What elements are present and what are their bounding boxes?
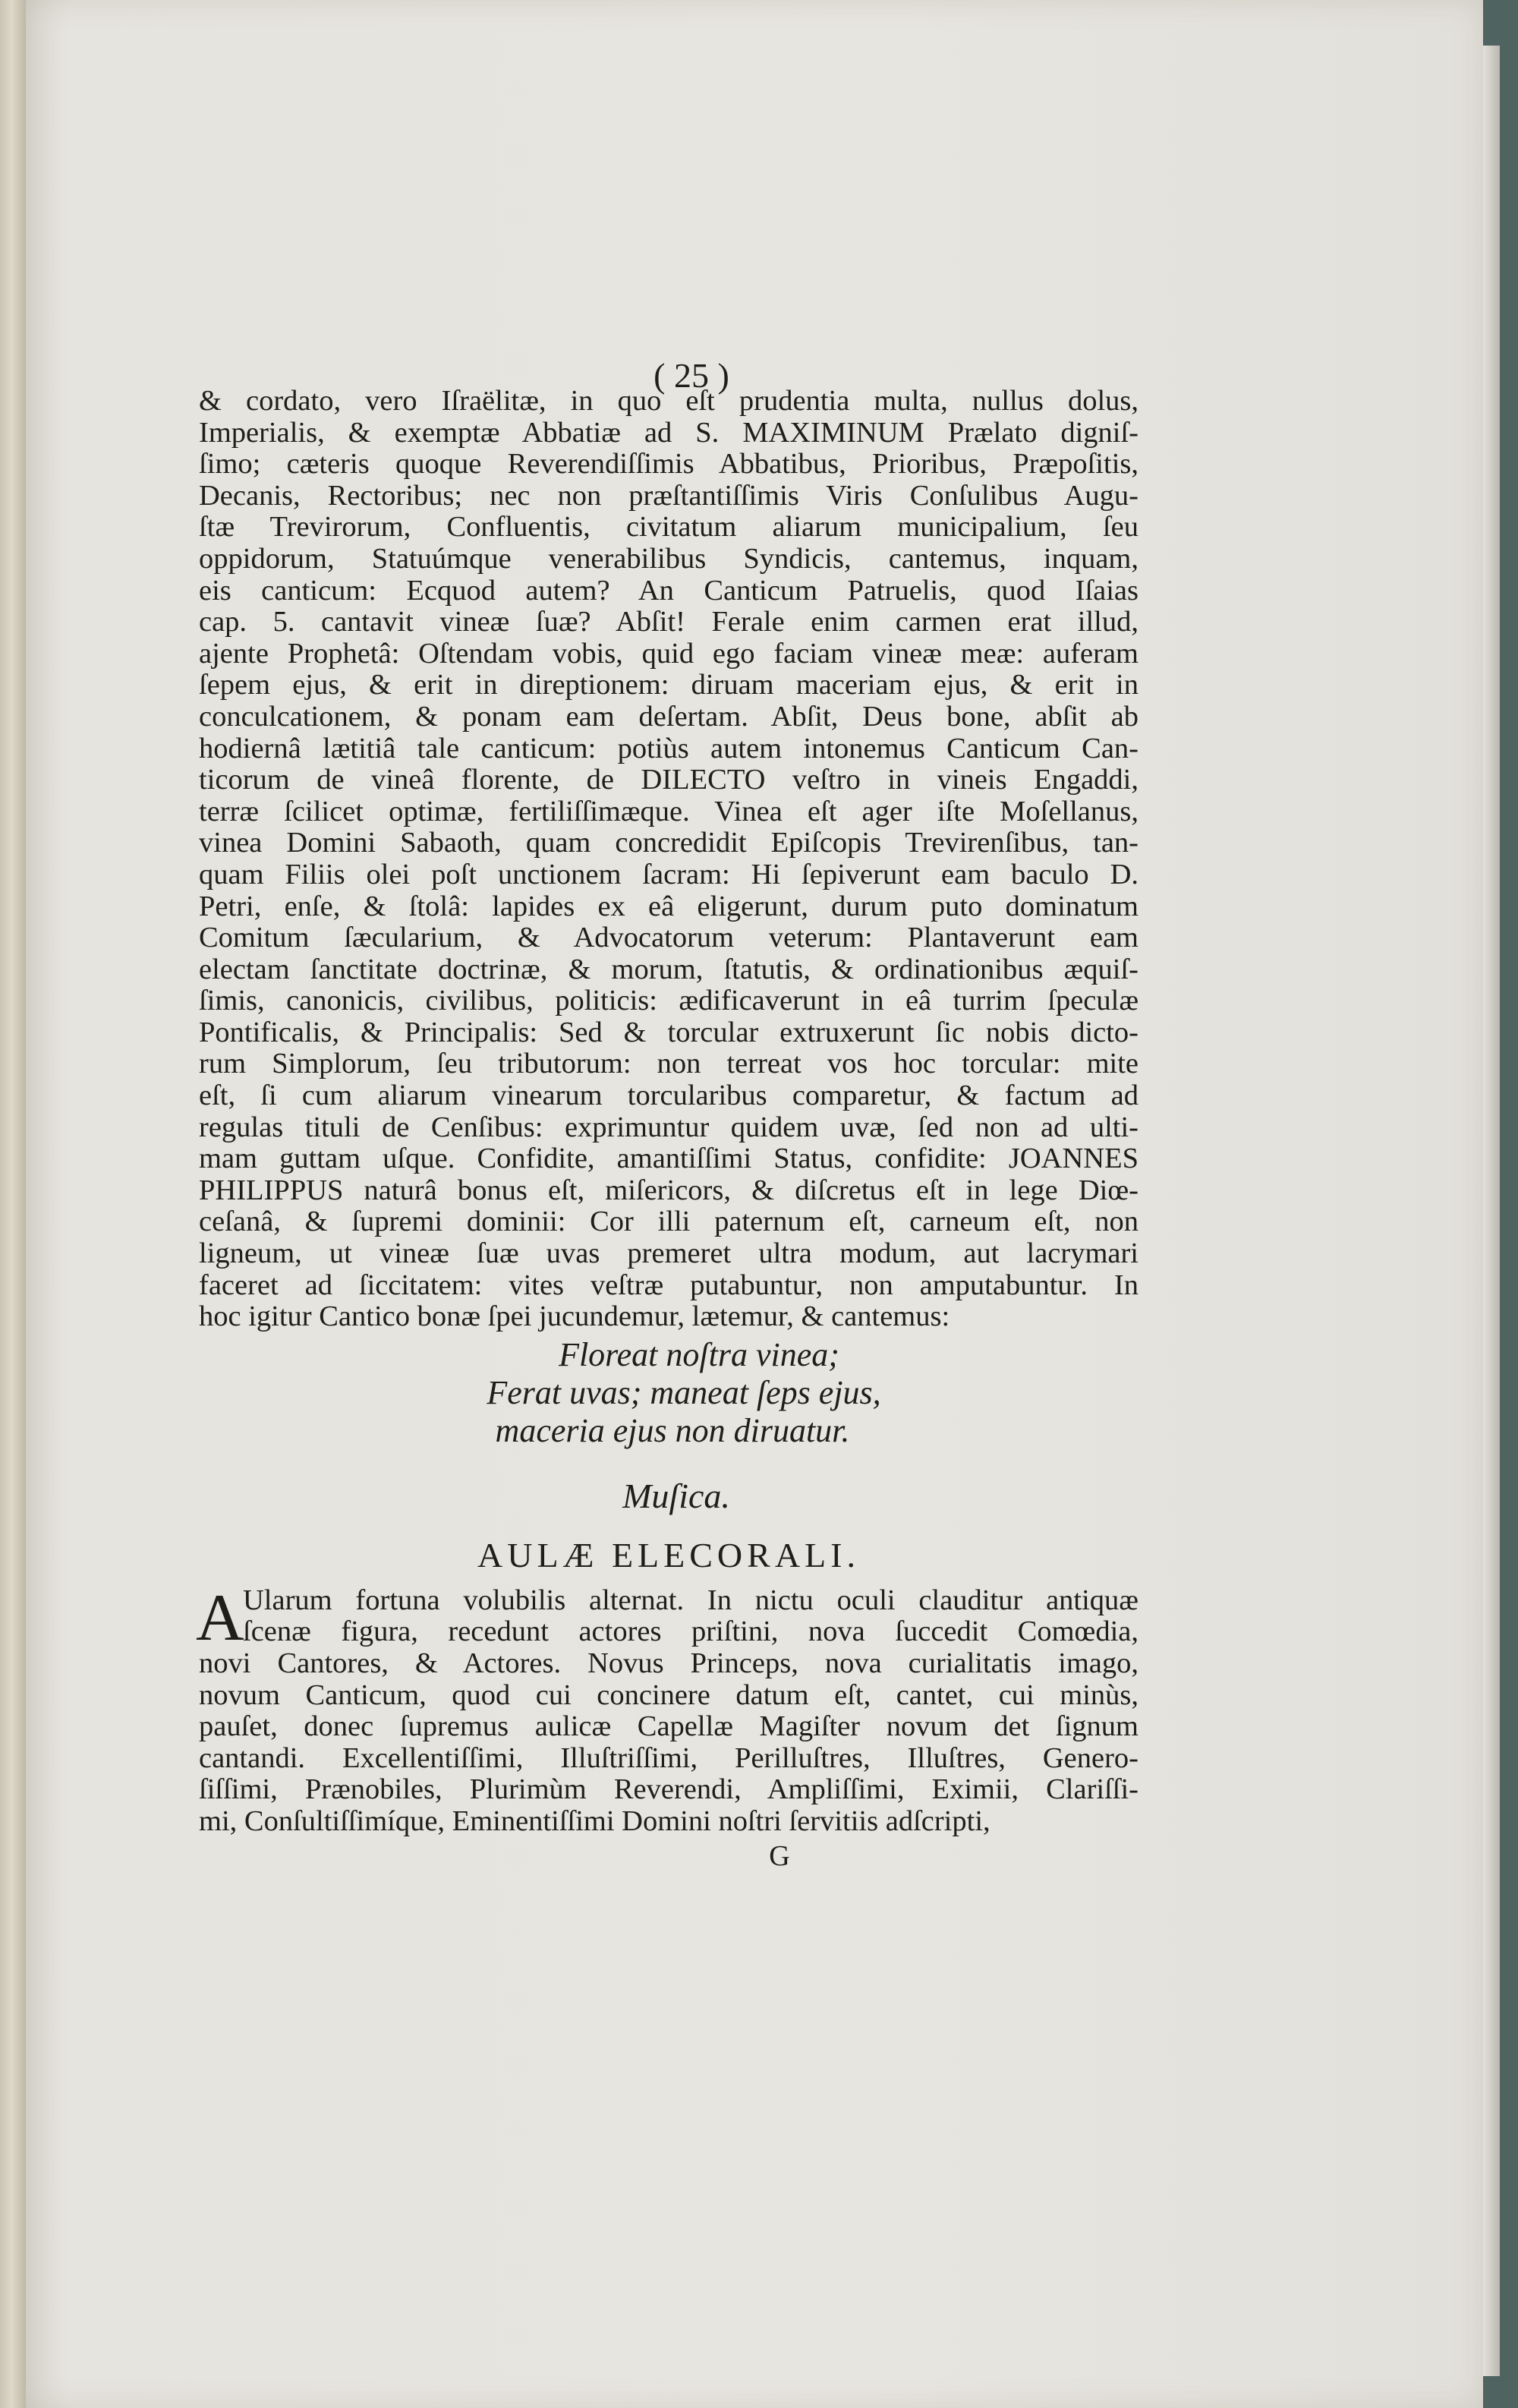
text-line: ligneum, ut vineæ ſuæ uvas premeret ultra modum, aut lacrymari <box>199 1237 1138 1270</box>
text-line: electam ſanctitate doctrinæ, & morum, ſtatutis, & ordinationibus æquiſ- <box>199 953 1138 985</box>
page-edge-shadow <box>1483 46 1500 2376</box>
text-line: quam Filiis olei poſt unctionem ſacram: Hi ſepiverunt eam baculo D. <box>199 858 1138 890</box>
text-line: ſiſſimi, Prænobiles, Plurimùm Reverendi, Ampliſſimi, Eximii, Clariſſi- <box>199 1773 1138 1806</box>
signature-mark: G <box>769 1839 790 1872</box>
text-line: ajente Prophetâ: Oſtendam vobis, quid ego faciam vineæ meæ: auferam <box>199 637 1138 670</box>
text-line: mam guttam uſque. Confidite, amantiſſimi Status, confidite: JOANNES <box>199 1143 1138 1175</box>
text-line: hoc igitur Cantico bonæ ſpei jucundemur, lætemur, & cantemus: <box>199 1300 950 1333</box>
text-line: Decanis, Rectoribus; nec non præſtantiſſimis Viris Conſulibus Augu- <box>199 479 1138 512</box>
text-line: ſimo; cæteris quoque Reverendiſſimis Abbatibus, Prioribus, Præpoſitis, <box>199 448 1138 481</box>
text-line: ſepem ejus, & erit in direptionem: diruam maceriam ejus, & erit in <box>199 669 1138 701</box>
drop-cap: A <box>196 1581 244 1655</box>
paragraph-2-lines <box>199 1585 1138 1838</box>
text-line: faceret ad ſiccitatem: vites veſtræ putabuntur, non amputabuntur. In <box>199 1269 1138 1301</box>
text-line: vinea Domini Sabaoth, quam concredidit Epiſcopis Trevirenſibus, tan- <box>199 827 1138 859</box>
text-line: PHILIPPUS naturâ bonus eſt, miſericors, & diſcretus eſt in lege Diœ- <box>199 1174 1138 1206</box>
text-line: Petri, enſe, & ſtolâ: lapides ex eâ eligerunt, durum puto dominatum <box>199 890 1138 922</box>
paragraph-1 <box>199 386 1138 1333</box>
text-line: terræ ſcilicet optimæ, fertiliſſimæque. Vinea eſt ager iſte Moſellanus, <box>199 795 1138 827</box>
text-line: pauſet, donec ſupremus aulicæ Capellæ Magiſter novum det ſignum <box>199 1710 1138 1743</box>
text-line: novum Canticum, quod cui concinere datum eſt, cantet, cui minùs, <box>199 1678 1138 1711</box>
text-line: rum Simplorum, ſeu tributorum: non terreat vos hoc torcular: mite <box>199 1048 1138 1080</box>
text-line: hodiernâ lætitiâ tale canticum: potiùs autem intonemus Canticum Can- <box>199 732 1138 764</box>
text-line: ticorum de vineâ florente, de DILECTO veſtro in vineis Engaddi, <box>199 764 1138 796</box>
verse-line: Floreat noſtra vinea; <box>559 1335 839 1373</box>
text-line: Imperialis, & exemptæ Abbatiæ ad S. MAXIMINUM Prælato digniſ- <box>199 416 1138 449</box>
paragraph-2 <box>196 1581 1138 1838</box>
verse-block <box>199 1336 1138 1450</box>
verse-line: maceria ejus non diruatur. <box>495 1411 850 1449</box>
musica-label: Muſica. <box>622 1476 730 1515</box>
text-line: cap. 5. cantavit vineæ ſuæ? Abſit! Ferale enim carmen erat illud, <box>199 606 1138 638</box>
text-line: ſimis, canonicis, civilibus, politicis: ædificaverunt in eâ turrim ſpeculæ <box>199 985 1138 1017</box>
text-line: ceſanâ, & ſupremi dominii: Cor illi paternum eſt, carneum eſt, non <box>199 1206 1138 1238</box>
text-line: Pontificalis, & Principalis: Sed & torcular extruxerunt ſic nobis dicto- <box>199 1016 1138 1048</box>
text-line: cantandi. Excellentiſſimi, Illuſtriſſimi, Perilluſtres, Illuſtres, Genero- <box>199 1741 1138 1774</box>
text-line: ſtæ Trevirorum, Confluentis, civitatum aliarum municipalium, ſeu <box>199 511 1138 544</box>
text-line: ſcenæ figura, recedunt actores priſtini, nova ſuccedit Comœdia, <box>243 1615 1138 1648</box>
adjacent-page-edge <box>0 0 26 2408</box>
section-heading: AULÆ ELECORALI. <box>477 1535 860 1574</box>
text-line: eſt, ſi cum aliarum vinearum torcularibus comparetur, & factum ad <box>199 1080 1138 1112</box>
text-line: novi Cantores, & Actores. Novus Princeps, nova curialitatis imago, <box>199 1647 1138 1679</box>
text-line: oppidorum, Statuúmque venerabilibus Syndicis, cantemus, inquam, <box>199 542 1138 575</box>
text-line: eis canticum: Ecquod autem? An Canticum Patruelis, quod Iſaias <box>199 574 1138 607</box>
text-line: Comitum ſæcularium, & Advocatorum veterum: Plantaverunt eam <box>199 922 1138 954</box>
text-line: conculcationem, & ponam eam deſertam. Abſit, Deus bone, abſit ab <box>199 700 1138 733</box>
text-line: mi, Conſultiſſimíque, Eminentiſſimi Domini noſtri ſervitiis adſcripti, <box>199 1804 990 1837</box>
page-number: ( 25 ) <box>653 356 729 395</box>
text-line: regulas tituli de Cenſibus: exprimuntur quidem uvæ, ſed non ad ulti- <box>199 1111 1138 1143</box>
text-line: & cordato, vero Iſraëlitæ, in quo eſt prudentia multa, nullus dolus, <box>199 385 1138 417</box>
verse-line: Ferat uvas; maneat ſeps ejus, <box>487 1373 881 1411</box>
text-line: Ularum fortuna volubilis alternat. In nictu oculi clauditur antiquæ <box>243 1584 1138 1616</box>
text-block <box>196 356 1138 1873</box>
